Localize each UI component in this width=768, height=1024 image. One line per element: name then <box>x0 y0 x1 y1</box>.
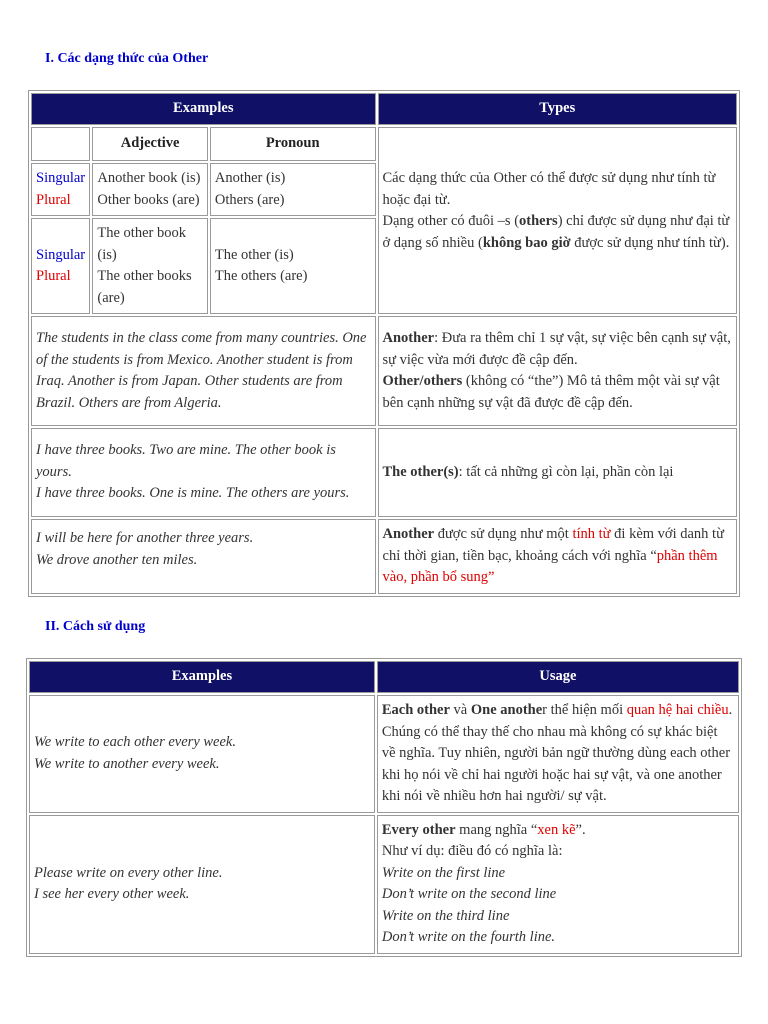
adjective-cell: Another book (is) Other books (are) <box>92 163 207 216</box>
type-cell: The other(s): tất cả những gì còn lại, phần còn lại <box>378 428 737 517</box>
usage-table <box>26 658 742 957</box>
type-cell: Another được sử dụng như một tính từ đi kèm với danh từ chỉ thời gian, tiền bạc, khoảng cách với nghĩa “phần thêm vào, phần bổ sung” <box>378 519 737 594</box>
types-header: Types <box>378 93 737 125</box>
number-label-cell: Singular Plural <box>31 218 90 314</box>
section-2-title: II. Cách sử dụng <box>45 619 146 634</box>
pronoun-cell: Another (is) Others (are) <box>210 163 376 216</box>
section-1-title: I. Các dạng thức của Other <box>45 51 209 66</box>
types-para-1: Các dạng thức của Other có thể được sử dụng như tính từ hoặc đại từ. <box>382 170 716 208</box>
adjective-cell: The other book (is) The other books (are) <box>92 218 207 314</box>
examples-header: Examples <box>31 93 376 125</box>
example-cell: I have three books. Two are mine. The other book is yours. I have three books. One is mine. The others are yours. <box>31 428 376 517</box>
usage-cell: Each other và One another thể hiện mối quan hệ hai chiều. Chúng có thể thay thế cho nhau mà không có sự khác biệt về nghĩa. Tuy nhiên, người bản ngữ thường dùng each other khi họ nói về chỉ hai người hoặc hai sự vật, và one another khi nói về nhiều hơn hai người/ sự vật. <box>377 695 739 813</box>
example-cell: I will be here for another three years. We drove another ten miles. <box>31 519 376 594</box>
examples-header: Examples <box>29 661 375 693</box>
usage-header: Usage <box>377 661 739 693</box>
empty-cell <box>31 127 90 161</box>
type-cell: Another: Đưa ra thêm chỉ 1 sự vật, sự việc bên cạnh sự vật, sự việc vừa mới được đề cập đến. Other/others (không có “the”) Mô tả thêm một vài sự vật bên cạnh những sự vật đã được đề cập đến. <box>378 316 737 426</box>
example-cell: We write to each other every week. We write to another every week. <box>29 695 375 813</box>
pronoun-header: Pronoun <box>210 127 376 161</box>
example-cell: Please write on every other line. I see her every other week. <box>29 815 375 954</box>
adjective-header: Adjective <box>92 127 207 161</box>
usage-cell: Every other mang nghĩa “xen kẽ”. Như ví dụ: điều đó có nghĩa là: Write on the first line Don’t write on the second line Write on the third line Don’t write on the fourth line. <box>377 815 739 954</box>
pronoun-cell: The other (is) The others (are) <box>210 218 376 314</box>
types-description <box>378 127 737 314</box>
number-label-cell: Singular Plural <box>31 163 90 216</box>
forms-table <box>28 90 740 597</box>
types-para-2: Dạng other có đuôi –s (others) chỉ được sử dụng như đại từ ở dạng số nhiều (không bao giờ được sử dụng như tính từ). <box>382 213 730 251</box>
example-cell: The students in the class come from many countries. One of the students is from Mexico. Another student is from Iraq. Another is from Japan. Other students are from Brazil. Others are from Algeria. <box>31 316 376 426</box>
